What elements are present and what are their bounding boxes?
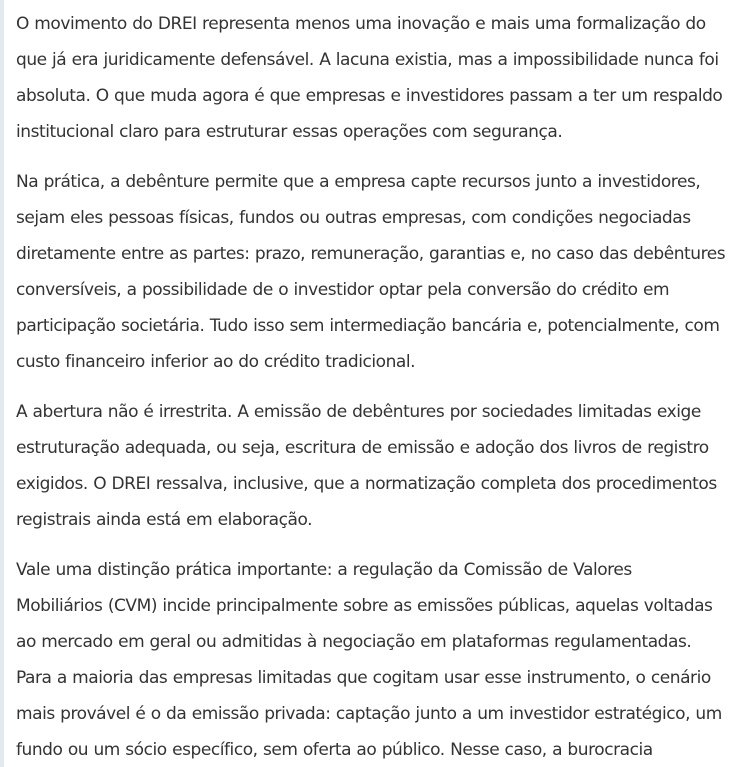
text-line: registrais ainda está em elaboração.: [16, 510, 313, 530]
text-line: que já era juridicamente defensável. A lacuna existia, mas a impossibilidade nunca foi: [16, 50, 719, 70]
text-line: fundo ou um sócio específico, sem oferta ao público. Nesse caso, a burocracia: [16, 740, 653, 760]
text-line: diretamente entre as partes: prazo, remuneração, garantias e, no caso das debêntures: [16, 244, 726, 264]
paragraph-1: [16, 6, 751, 150]
text-line: absoluta. O que muda agora é que empresas e investidores passam a ter um respaldo: [16, 86, 723, 106]
text-line: sejam eles pessoas físicas, fundos ou outras empresas, com condições negociadas: [16, 208, 691, 228]
text-line: exigidos. O DREI ressalva, inclusive, que a normatização completa dos procedimentos: [16, 474, 717, 494]
text-line: Na prática, a debênture permite que a empresa capte recursos junto a investidores,: [16, 172, 701, 192]
text-line: estruturação adequada, ou seja, escritura de emissão e adoção dos livros de registro: [16, 438, 709, 458]
text-line: Para a maioria das empresas limitadas que cogitam usar esse instrumento, o cenário: [16, 668, 711, 688]
text-line: mais provável é o da emissão privada: captação junto a um investidor estratégico, um: [16, 704, 722, 724]
text-line: institucional claro para estruturar essas operações com segurança.: [16, 122, 563, 142]
text-line: Vale uma distinção prática importante: a regulação da Comissão de Valores: [16, 560, 632, 580]
text-line: custo financeiro inferior ao do crédito tradicional.: [16, 352, 416, 372]
text-line: A abertura não é irrestrita. A emissão de debêntures por sociedades limitadas exige: [16, 402, 701, 422]
text-line: conversíveis, a possibilidade de o investidor optar pela conversão do crédito em: [16, 280, 670, 300]
article-body: [16, 6, 751, 767]
text-line: O movimento do DREI representa menos uma inovação e mais uma formalização do: [16, 14, 706, 34]
paragraph-3: [16, 394, 751, 538]
text-line: ao mercado em geral ou admitidas à negociação em plataformas regulamentadas.: [16, 632, 692, 652]
left-border-rule: [0, 0, 4, 767]
text-line: participação societária. Tudo isso sem intermediação bancária e, potencialmente, com: [16, 316, 720, 336]
text-line: Mobiliários (CVM) incide principalmente sobre as emissões públicas, aquelas voltadas: [16, 596, 713, 616]
paragraph-4: [16, 552, 751, 767]
paragraph-2: [16, 164, 751, 380]
